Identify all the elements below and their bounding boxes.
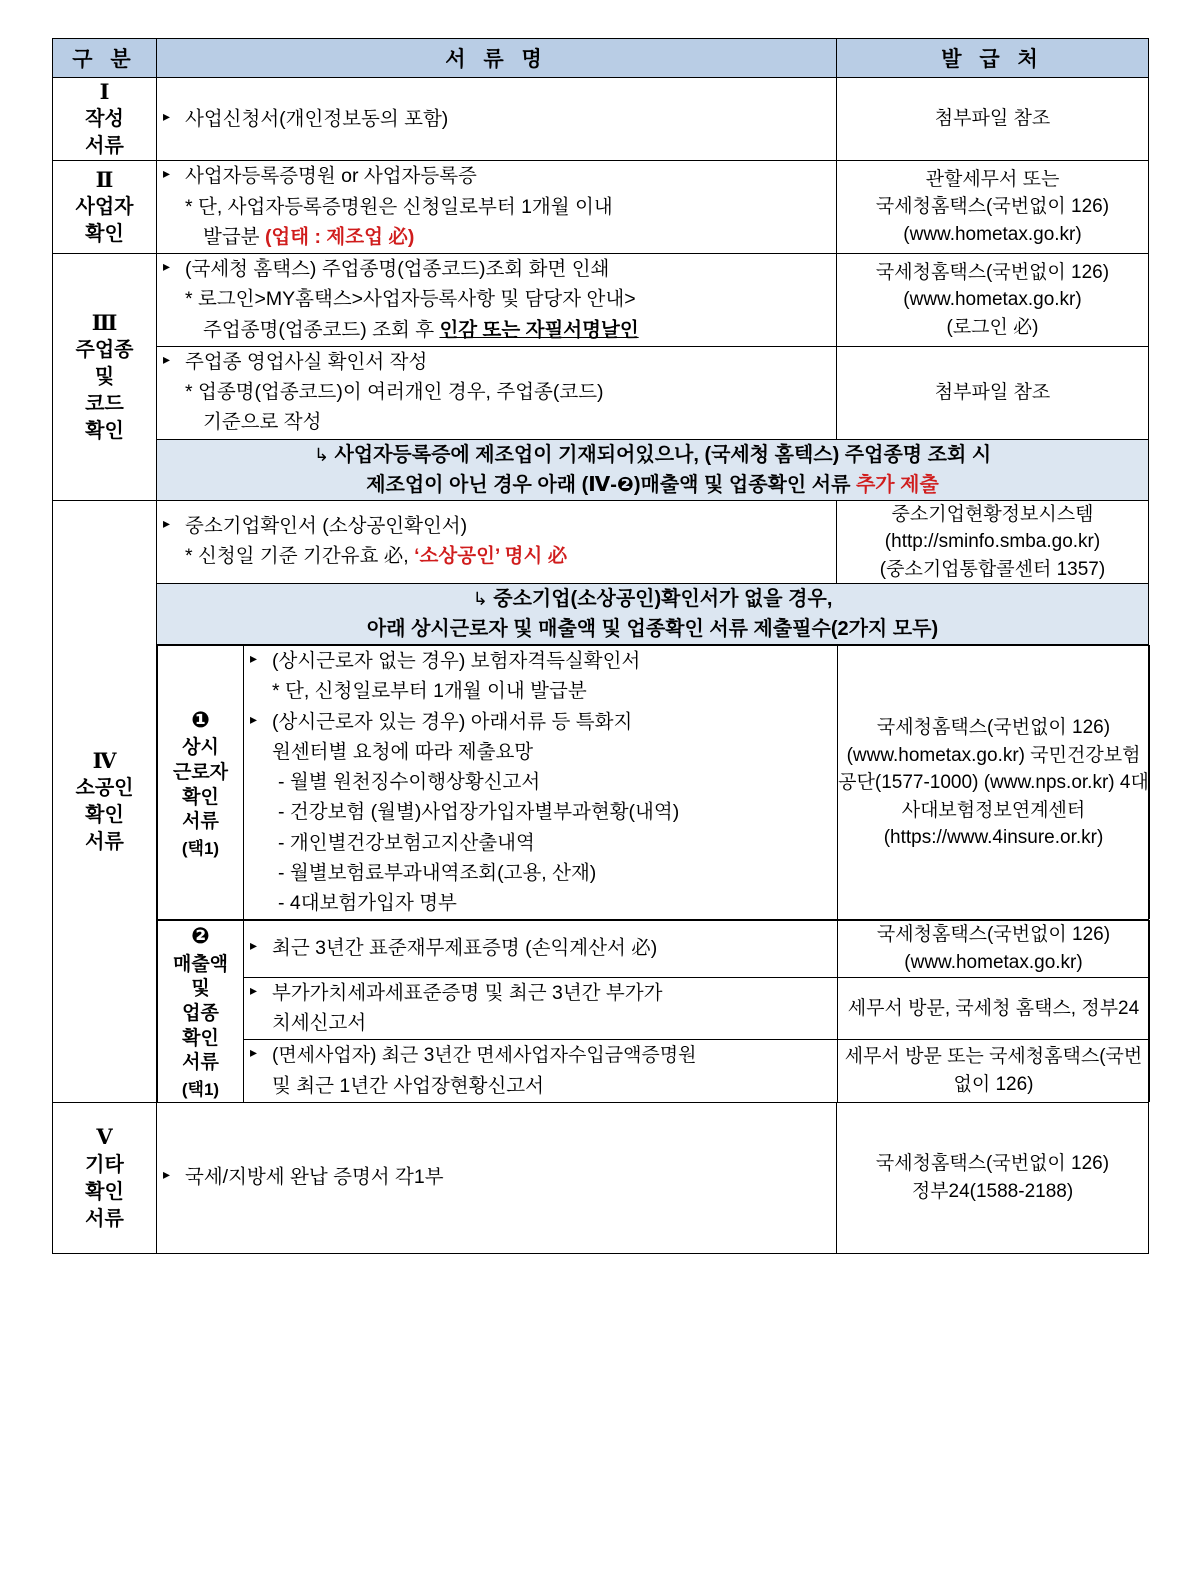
triangle-bullet-icon: ▸ [163, 515, 171, 532]
issuer-line: 중소기업현황정보시스템 [891, 503, 1094, 525]
issuer-cell [837, 346, 1149, 439]
doc-dash-line: - 건강보험 (월별)사업장가입자별부과현황(내역) [278, 801, 680, 824]
arrow-icon: ↳ [313, 444, 329, 465]
doc-bullet-line: ▸ (면세사업자) 최근 3년간 면세사업자수입금액증명원 [250, 1044, 697, 1067]
document-cell [157, 161, 837, 254]
sub-label-line: 상시 [182, 737, 219, 759]
document-cell [244, 646, 838, 920]
document-cell [157, 500, 837, 584]
issuer-line: (www.hometax.go.kr) [903, 289, 1082, 311]
sub-pick-note: (택1) [181, 1080, 220, 1100]
doc-bullet-line: ▸ 부가가치세과세표준증명 및 최근 3년간 부가가 [250, 981, 663, 1004]
issuer-line: 국세청홈택스(국번없이 126) [875, 196, 1110, 218]
doc-continuation-line: 및 최근 1년간 사업장현황신고서 [272, 1074, 544, 1097]
issuer-line: (https://www.4insure.or.kr) [883, 827, 1104, 849]
issuer-line: 관할세무서 또는 [925, 168, 1060, 190]
doc-dash-line: - 개인별건강보험고지산출내역 [278, 831, 535, 854]
doc-continuation-line: 기준으로 작성 [203, 411, 322, 434]
issuer-line: (중소기업통합콜센터 1357) [879, 558, 1106, 580]
division-label-line: 서류 [85, 830, 124, 853]
doc-bullet-line: ▸ 국세/지방세 완납 증명서 각1부 [163, 1166, 444, 1189]
subsection-1-label [158, 646, 244, 920]
issuer-line: 국민건강보험공단(1577-1000) [838, 744, 1141, 794]
sub-label-line: 및 [191, 978, 210, 1000]
division-cell-5 [53, 1102, 157, 1253]
doc-bullet-line: ▸ 사업자등록증명원 or 사업자등록증 [163, 165, 477, 188]
emphasis-underline: 인감 또는 자필서명날인 [439, 318, 639, 341]
sub-label-line: 서류 [182, 1052, 219, 1074]
division-roman: Ⅱ [95, 168, 114, 193]
issuer-line: 국세청홈택스(국번없이 126) [876, 924, 1111, 946]
subsection-2-label [158, 921, 244, 1102]
note-line-2: 제조업이 아닌 경우 아래 (Ⅳ-❷)매출액 및 업종확인 서류 [366, 473, 856, 496]
division-label-line: 확인 [85, 420, 124, 443]
sub-pick-note: (택1) [181, 838, 220, 858]
doc-note-line: * 단, 사업자등록증명원은 신청일로부터 1개월 이내 [185, 195, 613, 218]
division-cell-2 [53, 161, 157, 254]
sub-label-line: 확인 [182, 1027, 219, 1049]
doc-dash-line: - 월별 원천징수이행상황신고서 [278, 771, 541, 794]
division-label-line: 소공인 [75, 776, 134, 799]
triangle-bullet-icon: ▸ [250, 650, 258, 667]
section-3-note [157, 439, 1149, 500]
note-line-2: 아래 상시근로자 및 매출액 및 업종확인 서류 제출필수(2가지 모두) [366, 618, 939, 641]
document-cell [157, 1102, 837, 1253]
division-roman: Ⅰ [99, 80, 110, 104]
table-row [53, 1102, 1149, 1253]
sub-label-line: 서류 [182, 811, 219, 833]
sub-label-line: 업종 [182, 1003, 219, 1025]
issuer-cell [838, 646, 1150, 920]
document-cell [157, 346, 837, 439]
subsection-1-table [157, 645, 1150, 919]
document-cell [157, 78, 837, 161]
sub-number: ❷ [191, 923, 210, 949]
issuer-line: (www.hometax.go.kr) [904, 952, 1083, 974]
division-label-line: 서류 [85, 135, 124, 158]
doc-continuation-line: 발급분 (업태 : 제조업 必) [203, 225, 415, 248]
triangle-bullet-icon: ▸ [250, 710, 258, 727]
table-row [53, 254, 1149, 347]
issuer-cell [837, 161, 1149, 254]
table-row [53, 161, 1149, 254]
table-row [53, 78, 1149, 161]
subsection-2 [157, 920, 1149, 1102]
issuer-line: (www.hometax.go.kr) [846, 744, 1026, 766]
division-label-line: 서류 [85, 1207, 124, 1230]
doc-note-line: * 로그인>MY홈택스>사업자등록사항 및 담당자 안내> [185, 288, 636, 311]
document-cell [157, 254, 837, 347]
requirements-table [52, 38, 1149, 1254]
table-header-row [53, 39, 1149, 78]
division-roman: Ⅲ [91, 310, 118, 335]
division-cell-4 [53, 500, 157, 1102]
document-cell [244, 1040, 838, 1102]
issuer-line: 첨부파일 참조 [934, 381, 1051, 403]
doc-bullet-line: ▸ 사업신청서(개인정보동의 포함) [163, 107, 449, 130]
table-row [53, 346, 1149, 439]
doc-continuation-line: 주업종명(업종코드) 조회 후 인감 또는 자필서명날인 [203, 318, 639, 341]
table-note-row [53, 439, 1149, 500]
issuer-cell [838, 1040, 1150, 1102]
division-label-line: 및 [94, 366, 115, 389]
note-line-1: 중소기업(소상공인)확인서가 없을 경우, [493, 588, 833, 611]
doc-bullet-line: ▸ 중소기업확인서 (소상공인확인서) [163, 515, 468, 538]
sub-label-line: 근로자 [172, 761, 229, 783]
issuer-line: 홈택스, 정부24 [1015, 997, 1140, 1019]
division-cell-1 [53, 78, 157, 161]
issuer-cell [837, 500, 1149, 584]
doc-dash-line: - 4대보험가입자 명부 [278, 892, 457, 915]
note-line-1: 사업자등록증에 제조업이 기재되어있으나, (국세청 홈텍스) 주업종명 조회 시 [334, 443, 992, 466]
doc-note-line: * 업종명(업종코드)이 여러개인 경우, 주업종(코드) [185, 381, 604, 404]
doc-bullet-line: ▸ (국세청 홈택스) 주업종명(업종코드)조회 화면 인쇄 [163, 258, 610, 281]
division-label-line: 확인 [85, 803, 124, 826]
doc-dash-line: - 월별보험료부과내역조회(고용, 산재) [278, 861, 597, 884]
doc-continuation-line: 치세신고서 [272, 1011, 367, 1034]
triangle-bullet-icon: ▸ [163, 165, 171, 182]
division-roman: Ⅴ [96, 1125, 113, 1150]
triangle-bullet-icon: ▸ [250, 1044, 258, 1061]
issuer-cell [838, 921, 1150, 977]
table-row [53, 500, 1149, 584]
document-cell [244, 977, 838, 1040]
table-row [53, 645, 1149, 920]
issuer-line: 세무서 방문, 국세청 [847, 997, 1011, 1019]
subsection-1 [157, 645, 1149, 920]
section-4-note [157, 584, 1149, 645]
header-division: 구 분 [53, 39, 157, 78]
issuer-cell [837, 1102, 1149, 1253]
issuer-line: (http://sminfo.smba.go.kr) [884, 531, 1101, 553]
division-label-line: 작성 [85, 108, 124, 131]
division-label-line: 코드 [85, 393, 124, 416]
issuer-line: 정부24(1588-2188) [911, 1180, 1074, 1202]
table-row [53, 920, 1149, 1102]
issuer-line: 세무서 방문 또는 [844, 1046, 984, 1068]
issuer-line: 국세청홈택스(국번없이 126) [876, 716, 1111, 738]
triangle-bullet-icon: ▸ [163, 1166, 171, 1183]
doc-bullet-line: ▸ 최근 3년간 표준재무제표증명 (손익계산서 必) [250, 937, 658, 960]
table-note-row [53, 584, 1149, 645]
doc-bullet-line: ▸ (상시근로자 없는 경우) 보험자격득실확인서 [250, 650, 641, 673]
issuer-line: 4대사대보험정보연계센터 [901, 772, 1149, 821]
issuer-line: (www.hometax.go.kr) [903, 223, 1082, 245]
triangle-bullet-icon: ▸ [250, 937, 258, 954]
division-label-line: 확인 [85, 223, 124, 246]
doc-continuation-line: 원센터별 요청에 따라 제출요망 [272, 740, 534, 763]
doc-bullet-line: ▸ (상시근로자 있는 경우) 아래서류 등 특화지 [250, 710, 633, 733]
doc-bullet-line: ▸ 주업종 영업사실 확인서 작성 [163, 350, 428, 373]
sub-number: ❶ [191, 706, 210, 732]
sub-label-line: 확인 [182, 786, 219, 808]
issuer-cell [837, 78, 1149, 161]
issuer-line: 국세청홈택스(국번없이 126) [875, 261, 1110, 283]
header-document: 서 류 명 [157, 39, 837, 78]
issuer-line: 첨부파일 참조 [934, 108, 1051, 130]
division-label-line: 확인 [85, 1180, 124, 1203]
issuer-cell [838, 977, 1150, 1040]
doc-note-line: * 단, 신청일로부터 1개월 이내 발급분 [272, 680, 587, 703]
emphasis-red: 추가 제출 [855, 473, 939, 496]
issuer-line: 국세청홈택스(국번없이 126) [875, 1153, 1110, 1175]
subsection-2-table [157, 920, 1150, 1101]
division-label-line: 주업종 [75, 339, 134, 362]
division-label-line: 기타 [85, 1153, 124, 1176]
header-issuer: 발 급 처 [837, 39, 1149, 78]
issuer-line: 국세청홈택스(국번없이 126) [953, 1046, 1143, 1095]
issuer-cell [837, 254, 1149, 347]
sub-label-line: 매출액 [172, 953, 229, 975]
issuer-line: (로그인 必) [946, 316, 1039, 338]
emphasis-red: ‘소상공인’ 명시 必 [414, 545, 568, 568]
arrow-icon: ↳ [472, 589, 488, 610]
emphasis-red: (업태 : 제조업 必) [264, 225, 415, 248]
division-roman: Ⅳ [92, 748, 117, 773]
division-label-line: 사업자 [75, 196, 134, 219]
triangle-bullet-icon: ▸ [250, 981, 258, 998]
division-cell-3 [53, 254, 157, 501]
triangle-bullet-icon: ▸ [163, 350, 171, 367]
document-cell [244, 921, 838, 977]
triangle-bullet-icon: ▸ [163, 107, 171, 124]
doc-note-line: * 신청일 기준 기간유효 必, ‘소상공인’ 명시 必 [185, 545, 568, 568]
issuer-line: (www.nps.or.kr) [983, 772, 1115, 794]
triangle-bullet-icon: ▸ [163, 258, 171, 275]
